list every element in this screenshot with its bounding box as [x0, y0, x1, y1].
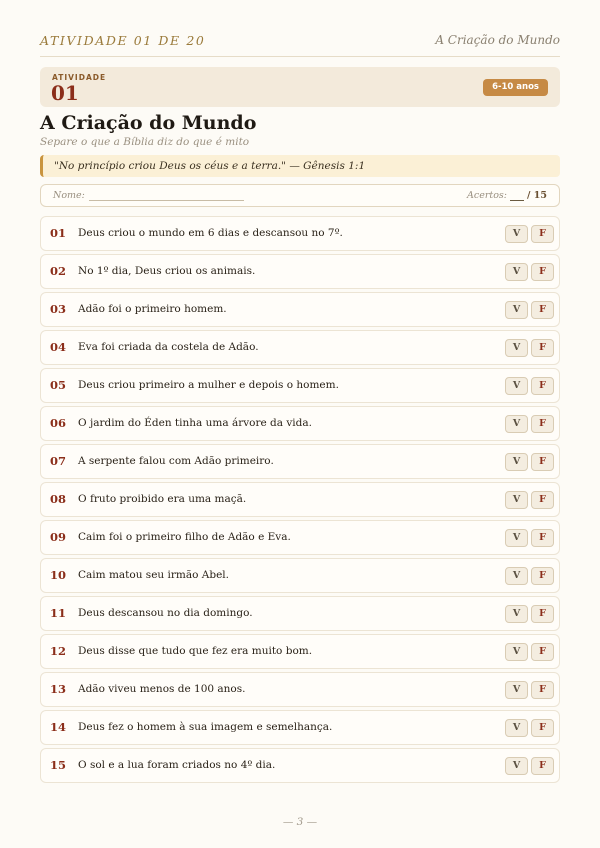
- question-row: [40, 406, 560, 441]
- name-label: Nome:: [53, 190, 85, 201]
- false-button[interactable]: F: [531, 415, 554, 433]
- false-button[interactable]: F: [531, 339, 554, 357]
- true-button[interactable]: V: [505, 757, 528, 775]
- score-total: / 15: [527, 190, 547, 201]
- question-row: [40, 596, 560, 631]
- question-number: 12: [50, 644, 67, 658]
- question-number: 09: [50, 530, 67, 544]
- question-row: [40, 330, 560, 365]
- false-button[interactable]: F: [531, 757, 554, 775]
- worksheet-page: [40, 0, 560, 848]
- question-number: 02: [50, 264, 67, 278]
- question-text: Deus descansou no dia domingo.: [78, 607, 253, 619]
- true-button[interactable]: V: [505, 339, 528, 357]
- question-row: [40, 748, 560, 783]
- page-title: A Criação do Mundo: [40, 112, 257, 134]
- question-number: 03: [50, 302, 67, 316]
- question-text: A serpente falou com Adão primeiro.: [78, 455, 274, 467]
- question-text: Caim foi o primeiro filho de Adão e Eva.: [78, 531, 291, 543]
- question-text: Adão foi o primeiro homem.: [78, 303, 227, 315]
- question-number: 13: [50, 682, 67, 696]
- page-header: [40, 30, 560, 50]
- false-button[interactable]: F: [531, 681, 554, 699]
- false-button[interactable]: F: [531, 567, 554, 585]
- question-number: 10: [50, 568, 67, 582]
- true-button[interactable]: V: [505, 719, 528, 737]
- question-row: [40, 482, 560, 517]
- question-text: Deus criou primeiro a mulher e depois o homem.: [78, 379, 339, 391]
- question-row: [40, 444, 560, 479]
- false-button[interactable]: F: [531, 225, 554, 243]
- question-row: [40, 520, 560, 555]
- question-number: 01: [50, 226, 67, 240]
- true-button[interactable]: V: [505, 681, 528, 699]
- false-button[interactable]: F: [531, 529, 554, 547]
- false-button[interactable]: F: [531, 453, 554, 471]
- question-text: Adão viveu menos de 100 anos.: [78, 683, 246, 695]
- true-button[interactable]: V: [505, 567, 528, 585]
- question-number: 06: [50, 416, 67, 430]
- false-button[interactable]: F: [531, 643, 554, 661]
- bible-verse-callout: "No princípio criou Deus os céus e a terra." — Gênesis 1:1: [40, 155, 560, 177]
- header-section-title: A Criação do Mundo: [435, 33, 560, 47]
- true-button[interactable]: V: [505, 225, 528, 243]
- question-row: [40, 292, 560, 327]
- true-button[interactable]: V: [505, 491, 528, 509]
- question-text: Deus disse que tudo que fez era muito bom.: [78, 645, 313, 657]
- question-row: [40, 254, 560, 289]
- false-button[interactable]: F: [531, 719, 554, 737]
- question-number: 07: [50, 454, 67, 468]
- question-text: Caim matou seu irmão Abel.: [78, 569, 229, 581]
- question-row: [40, 672, 560, 707]
- question-text: O fruto proibido era uma maçã.: [78, 493, 247, 505]
- score-field-group: [467, 190, 547, 201]
- true-button[interactable]: V: [505, 415, 528, 433]
- true-button[interactable]: V: [505, 301, 528, 319]
- score-input-line[interactable]: [510, 191, 524, 201]
- true-button[interactable]: V: [505, 453, 528, 471]
- activity-number: 01: [51, 81, 79, 105]
- true-button[interactable]: V: [505, 605, 528, 623]
- question-row: [40, 634, 560, 669]
- false-button[interactable]: F: [531, 301, 554, 319]
- question-number: 08: [50, 492, 67, 506]
- false-button[interactable]: F: [531, 263, 554, 281]
- question-text: O jardim do Éden tinha uma árvore da vida.: [78, 417, 312, 429]
- page-subtitle: Separe o que a Bíblia diz do que é mito: [40, 136, 250, 148]
- age-range-badge: 6-10 anos: [483, 79, 548, 96]
- question-number: 04: [50, 340, 67, 354]
- false-button[interactable]: F: [531, 605, 554, 623]
- name-field-group: [53, 190, 244, 201]
- name-input-line[interactable]: [89, 191, 244, 201]
- true-button[interactable]: V: [505, 263, 528, 281]
- question-number: 15: [50, 758, 67, 772]
- score-label: Acertos:: [467, 190, 507, 201]
- activity-kicker: ATIVIDADE: [52, 73, 107, 82]
- true-button[interactable]: V: [505, 529, 528, 547]
- question-row: [40, 710, 560, 745]
- question-row: [40, 558, 560, 593]
- page-number: — 3 —: [282, 816, 318, 828]
- question-number: 14: [50, 720, 67, 734]
- question-number: 11: [50, 606, 67, 620]
- question-number: 05: [50, 378, 67, 392]
- true-button[interactable]: V: [505, 643, 528, 661]
- question-text: Eva foi criada da costela de Adão.: [78, 341, 259, 353]
- activity-counter: ATIVIDADE 01 DE 20: [40, 32, 206, 48]
- question-text: Deus criou o mundo em 6 dias e descansou no 7º.: [78, 227, 343, 239]
- question-text: Deus fez o homem à sua imagem e semelhança.: [78, 721, 333, 733]
- true-button[interactable]: V: [505, 377, 528, 395]
- activity-badge-card: [40, 67, 560, 107]
- false-button[interactable]: F: [531, 491, 554, 509]
- student-info-bar: [40, 184, 560, 207]
- question-row: [40, 216, 560, 251]
- question-text: No 1º dia, Deus criou os animais.: [78, 265, 256, 277]
- false-button[interactable]: F: [531, 377, 554, 395]
- question-row: [40, 368, 560, 403]
- header-divider: [40, 56, 560, 57]
- question-text: O sol e a lua foram criados no 4º dia.: [78, 759, 276, 771]
